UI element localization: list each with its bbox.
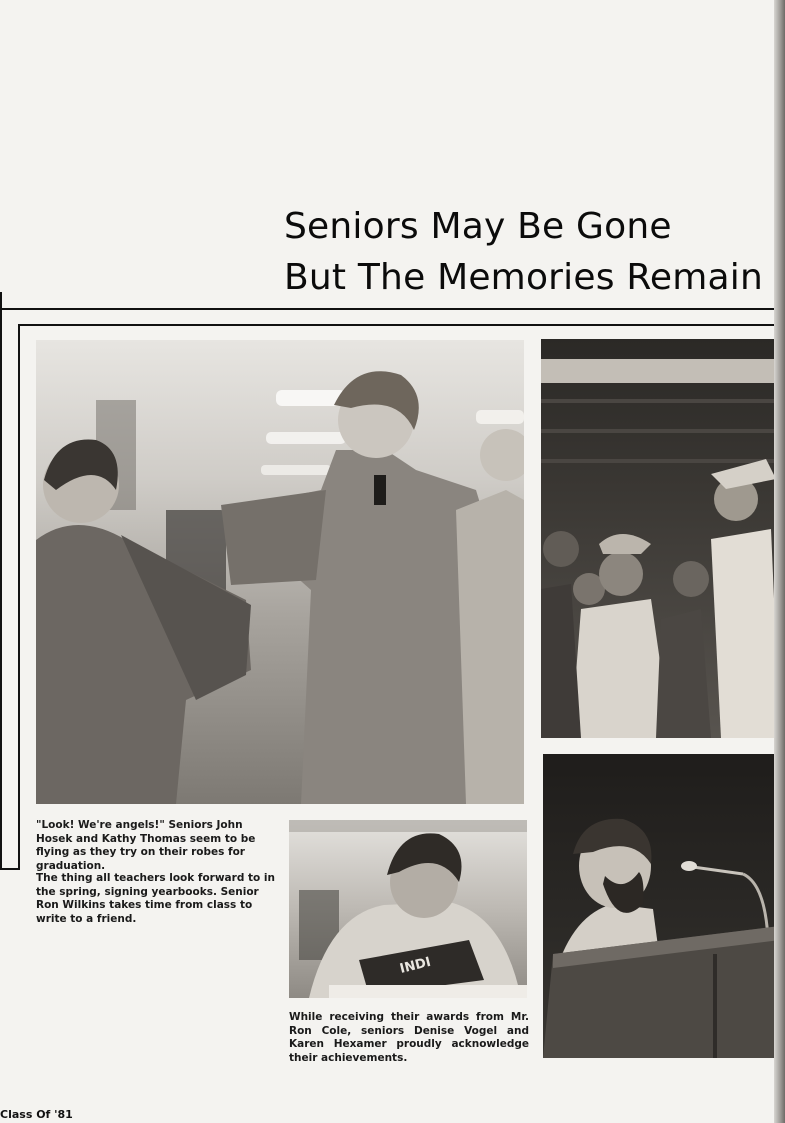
caption-yearbooks: The thing all teachers look forward to in the spring, signing yearbooks. Senior Ron Wilkins takes time from class to write to a friend. [36, 872, 275, 925]
caps-photo-illustration [541, 339, 780, 738]
robes-photo-illustration [36, 340, 524, 804]
caption-angels: "Look! We're angels!" Seniors John Hosek and Kathy Thomas seem to be flying as they try on their robes for graduation. [36, 819, 256, 872]
top-rule-inner [18, 324, 780, 326]
robes-photo [36, 340, 524, 804]
headline-line-2: But The Memories Remain [284, 257, 764, 298]
caption-awards: While receiving their awards from Mr. Ron Cole, seniors Denise Vogel and Karen Hexamer proudly acknowledge their achievements. [289, 1011, 529, 1064]
left-rule-bottom [0, 868, 20, 870]
page-folio: Class Of '81 [0, 1108, 73, 1121]
yearbook-photo-illustration [289, 820, 527, 998]
left-rule-outer [0, 292, 2, 870]
yearbook-photo [289, 820, 527, 998]
binding-edge [774, 0, 785, 1123]
podium-photo [543, 754, 780, 1058]
shirt-lettering: INDI [398, 954, 433, 977]
top-rule-outer [0, 308, 780, 310]
caps-photo [541, 339, 780, 738]
headline-line-1: Seniors May Be Gone [284, 206, 672, 247]
left-rule-inner [18, 324, 20, 870]
podium-photo-illustration [543, 754, 780, 1058]
